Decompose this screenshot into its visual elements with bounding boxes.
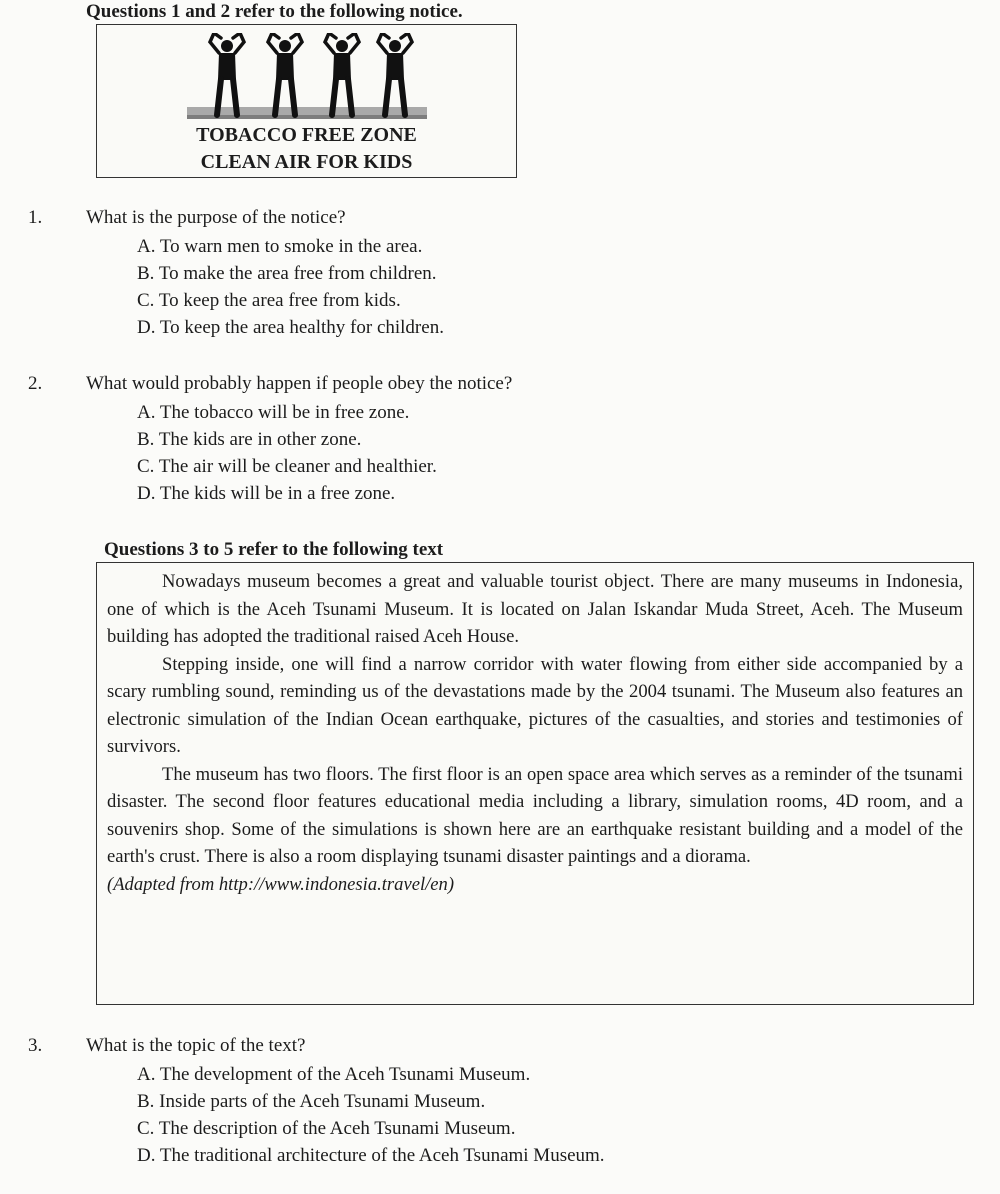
notice-line-2: CLEAN AIR FOR KIDS — [200, 151, 413, 173]
heading-questions-1-2: Questions 1 and 2 refer to the following notice. — [86, 1, 463, 22]
question-2-option-a: A. The tobacco will be in free zone. — [137, 402, 410, 423]
question-1-option-c: C. To keep the area free from kids. — [137, 290, 401, 311]
children-silhouettes-icon — [187, 33, 427, 123]
passage-source: (Adapted from http://www.indonesia.travel/en) — [107, 873, 455, 895]
question-1-text: What is the purpose of the notice? — [86, 207, 346, 228]
passage-paragraph-3: The museum has two floors. The first floor is an open space area which serves as a reminder of the tsunami disaster. The second floor features educational media including a library, simulation rooms, 4D room, and a souvenirs shop. Some of the simulations is shown here are an earthquake resistant building and a model of the earth's crust. There is also a room displaying tsunami disaster paintings and a diorama. — [107, 763, 963, 867]
heading-questions-3-5: Questions 3 to 5 refer to the following text — [104, 539, 444, 560]
question-2-option-c: C. The air will be cleaner and healthier. — [137, 456, 437, 477]
notice-box — [96, 24, 517, 178]
question-3-option-a: A. The development of the Aceh Tsunami Museum. — [137, 1064, 531, 1085]
question-3-option-c: C. The description of the Aceh Tsunami Museum. — [137, 1118, 516, 1139]
question-1-option-a: A. To warn men to smoke in the area. — [137, 236, 423, 257]
passage-paragraph-1: Nowadays museum becomes a great and valuable tourist object. There are many museums in Indonesia, one of which is the Aceh Tsunami Museum. It is located on Jalan Iskandar Muda Street, Aceh. The Museum building has adopted the traditional raised Aceh House. — [107, 571, 963, 647]
question-2-number: 2. — [28, 373, 43, 394]
question-2-text: What would probably happen if people obey the notice? — [86, 373, 513, 394]
question-3-option-b: B. Inside parts of the Aceh Tsunami Museum. — [137, 1091, 486, 1112]
question-1-option-b: B. To make the area free from children. — [137, 263, 437, 284]
question-1-number: 1. — [28, 207, 43, 228]
question-1-option-d: D. To keep the area healthy for children. — [137, 317, 444, 338]
question-3-number: 3. — [28, 1035, 43, 1056]
question-2-option-b: B. The kids are in other zone. — [137, 429, 362, 450]
notice-line-1: TOBACCO FREE ZONE — [196, 124, 417, 146]
question-3-text: What is the topic of the text? — [86, 1035, 306, 1056]
question-2-option-d: D. The kids will be in a free zone. — [137, 483, 396, 504]
reading-passage-box — [96, 562, 974, 1005]
passage-paragraph-2: Stepping inside, one will find a narrow corridor with water flowing from either side accompanied by a scary rumbling sound, reminding us of the devastations made by the 2004 tsunami. The Museum also features an electronic simulation of the Indian Ocean earthquake, pictures of the casualties, and stories and testimonies of survivors. — [107, 653, 963, 757]
question-3-option-d: D. The traditional architecture of the Aceh Tsunami Museum. — [137, 1145, 605, 1166]
